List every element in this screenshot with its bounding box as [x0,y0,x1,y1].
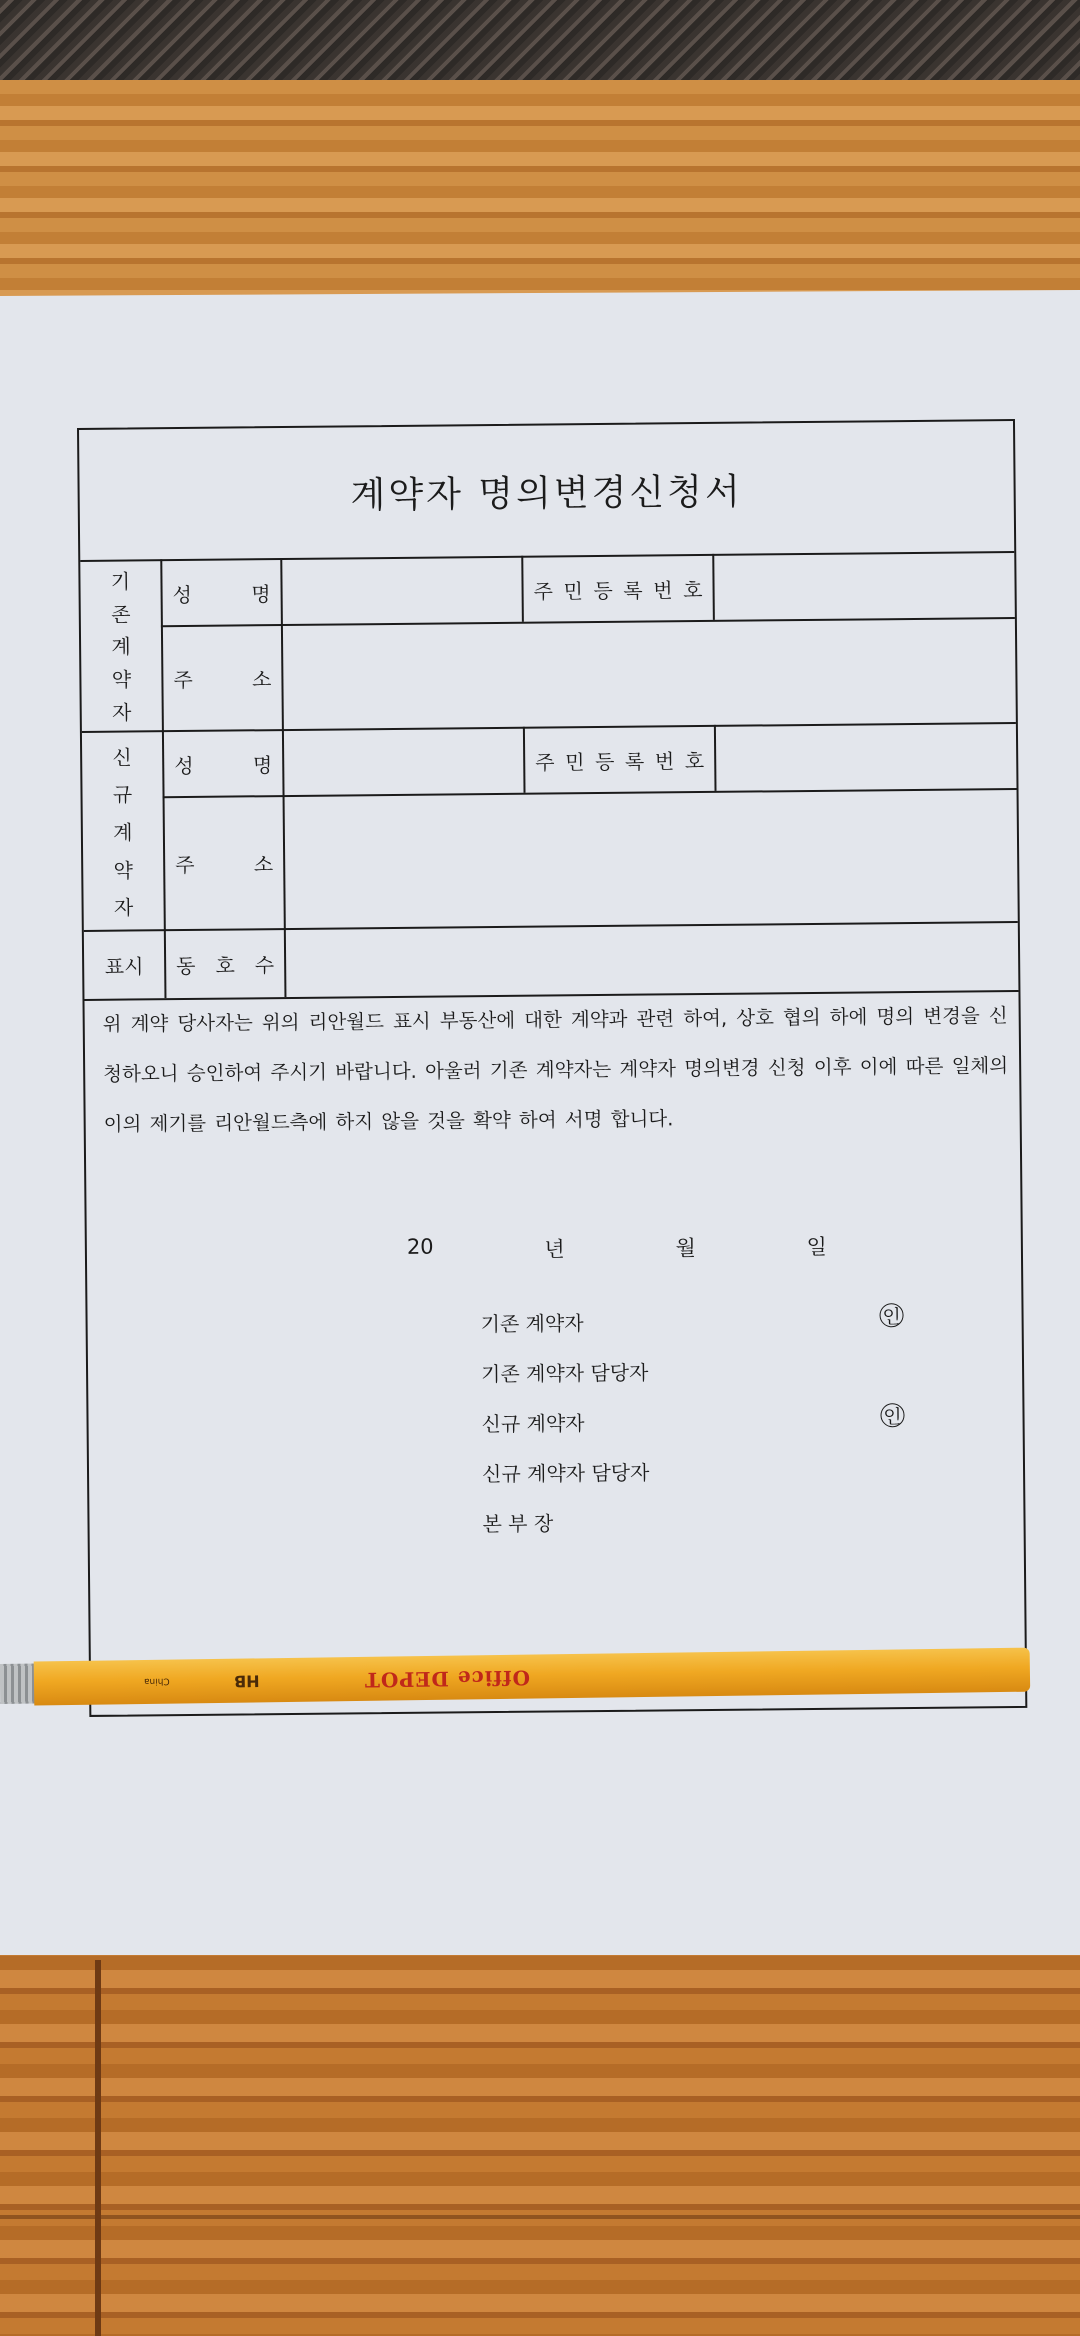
label-char: 계 [113,820,133,845]
label-char: 소 [253,852,274,877]
pencil-origin: China [143,1675,170,1686]
new-manager-signature-label: 신규 계약자 담당자 [481,1460,650,1487]
label-char: 명 [251,581,271,606]
label-char: 록 [624,749,645,774]
display-label: 표시 [104,954,144,979]
label-char: 주 [173,667,193,693]
declaration-text: 위 계약 당사자는 위의 리안월드 표시 부동산에 대한 계약과 관련 하여, 상호 협의 하에 명의 변경을 신청하오니 승인하여 주시기 바랍니다. 아울러 기존 계약자는 계약자 명의변경 신청 이후 이에 따른 일체의 이의 제기를 리안월드측에 하지 않을 것을 확약 하여 서명 합니다. [102,1004,1009,1136]
new-name-label [164,731,283,796]
new-resident-number-label [525,727,715,793]
unit-number-label [166,930,285,998]
name-change-application-form [77,419,1027,1717]
label-char: 록 [623,578,643,603]
label-char: 호 [684,748,705,773]
new-address-field[interactable] [285,790,1018,928]
seal-icon: 인 [880,1403,904,1427]
label-char: 민 [565,749,585,774]
label-char: 주 [535,749,555,775]
label-char: 주 [175,852,195,878]
label-char: 규 [112,782,133,807]
label-char: 동 [176,953,196,979]
existing-manager-signature-label: 기존 계약자 담당자 [480,1360,649,1387]
pencil-brand: Office DEPOT [363,1665,531,1692]
date-line [407,1231,827,1265]
label-char: 계 [111,634,131,660]
label-char: 주 [533,578,554,604]
existing-resident-number-field[interactable] [714,553,1015,620]
seal-icon: 인 [879,1303,903,1327]
label-char: 약 [111,667,132,692]
label-char: 민 [563,578,583,603]
date-day: 일 [806,1234,827,1260]
label-char: 자 [113,895,134,920]
existing-address-field[interactable] [283,619,1016,729]
label-char: 성 [174,753,194,778]
label-char: 존 [111,602,131,627]
existing-contractor-group-label [80,561,162,730]
label-char: 번 [653,577,673,602]
new-contractor-signature-label: 신규 계약자 [481,1411,585,1437]
date-year-prefix: 20 [406,1234,434,1259]
label-char: 호 [215,953,235,978]
plank-seam [0,2215,1080,2219]
head-signature-label: 본 부 장 [482,1511,554,1537]
existing-address-label [163,626,282,730]
existing-name-label [162,560,281,625]
date-year: 년 [544,1237,565,1262]
unit-number-field[interactable] [286,923,1019,997]
plank-seam [95,1960,101,2336]
existing-contractor-signature-label: 기존 계약자 [480,1311,584,1337]
label-char: 수 [254,953,275,978]
date-month: 월 [675,1236,696,1261]
pencil-grade: HB [233,1671,260,1691]
label-char: 자 [111,700,132,725]
wooden-table-top [0,80,1080,320]
label-char: 기 [110,569,131,594]
existing-resident-number-label [523,556,713,622]
label-char: 번 [654,748,675,773]
form-title: 계약자 명의변경신청서 [350,471,743,517]
label-char: 등 [594,749,615,774]
new-resident-number-field[interactable] [716,724,1017,791]
pencil-ferrule [0,1663,36,1703]
new-address-label [165,797,284,929]
label-char: 호 [683,577,703,602]
label-char: 신 [112,745,132,770]
existing-name-field[interactable] [282,558,522,624]
label-char: 소 [251,667,272,692]
label-char: 명 [252,752,273,777]
label-char: 성 [172,582,193,607]
wooden-table-bottom [0,1940,1080,2336]
new-name-field[interactable] [284,729,524,795]
label-char: 약 [113,858,134,883]
new-contractor-group-label [82,732,164,930]
label-char: 등 [593,578,613,603]
